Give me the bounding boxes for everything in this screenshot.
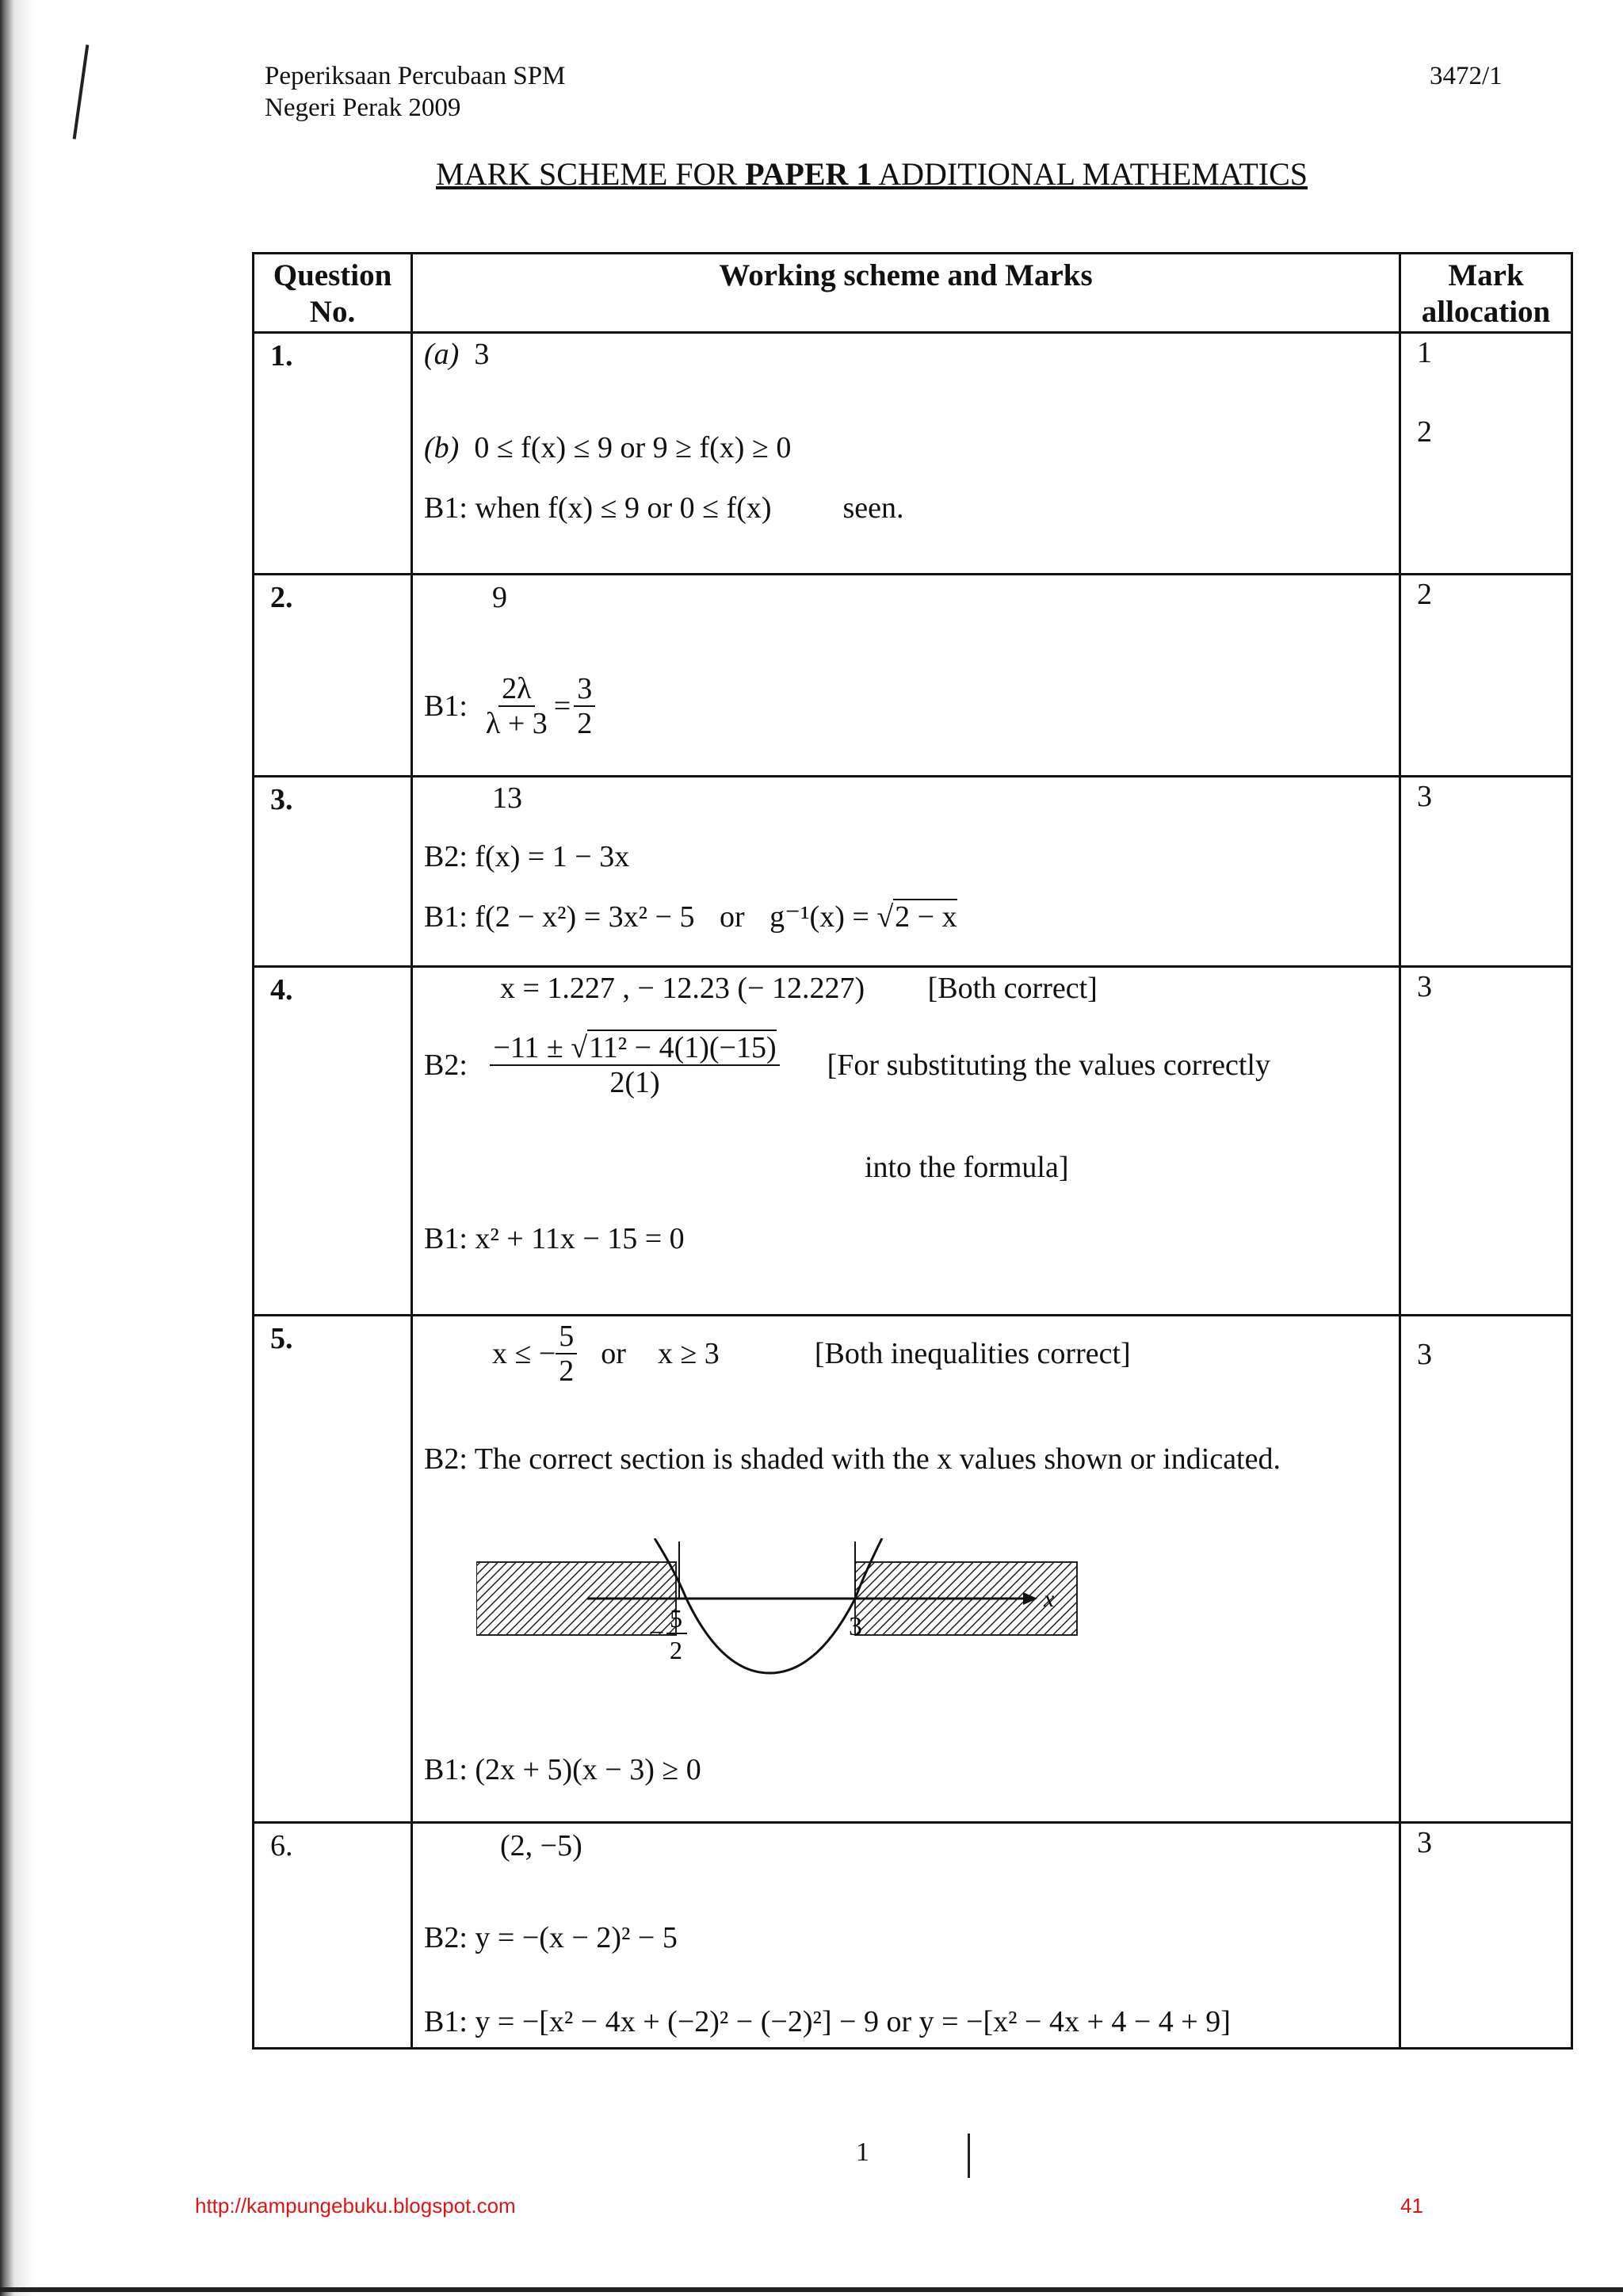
question-number: 1. [254,333,412,575]
exam-region-year: Negeri Perak 2009 [265,94,461,122]
working-cell [412,1823,1400,2049]
q1-b-label: (b) [424,431,460,464]
table-row [254,1316,1572,1823]
question-number: 6. [254,1823,412,2049]
title-prefix: MARK SCHEME FOR [436,156,746,192]
q4-b2-label: B2: [424,1049,468,1082]
q1-a-label: (a) [424,338,460,371]
header-question-line2: No. [309,295,356,329]
q5-root-right: 3 [849,1612,862,1641]
q3-b2: B2: f(x) = 1 − 3x [424,840,630,873]
q4-formula-numerator: −11 ± √11² − 4(1)(−15) [490,1031,779,1066]
q5-fraction-denominator: 2 [559,1354,575,1388]
q1-mark-b: 2 [1417,415,1432,449]
mark-cell [1400,777,1572,967]
question-number: 4. [254,967,412,1316]
q3-mark: 3 [1417,780,1432,813]
q3-b1-right: g⁻¹(x) = [769,900,869,934]
q1-b1-text: B1: when f(x) ≤ 9 or 0 ≤ f(x) [424,491,772,525]
exam-name: Peperiksaan Percubaan SPM [265,62,566,90]
q3-b1-root: 2 − x [895,900,957,934]
header-mark-allocation [1400,254,1572,333]
q5-answer-note: [Both inequalities correct] [814,1337,1131,1370]
q2-left-numerator: 2λ [498,672,534,707]
header-question-no [254,254,412,333]
q2-answer: 9 [492,581,507,614]
header-question-line1: Question [273,258,392,292]
page-number: 1 [856,2137,869,2167]
q4-numerator-root: 11² − 4(1)(−15) [589,1031,777,1064]
q1-b1 [424,491,904,525]
q5-axis-label: x [1044,1586,1055,1612]
q5-parabola [655,1538,882,1673]
page-title [436,155,1308,193]
q5-answer-right: x ≥ 3 [657,1337,720,1370]
working-cell [412,333,1400,575]
working-cell [412,777,1400,967]
q4-b2-note-line1: [For substituting the values correctly [827,1049,1270,1082]
q1-part-a [424,337,489,372]
table-row [254,967,1572,1316]
header-working-scheme [412,254,1400,333]
q5-b2: B2: The correct section is shaded with the x values shown or indicated. [424,1442,1281,1476]
q2-b1 [424,672,595,740]
question-number: 5. [254,1316,412,1823]
table-row [254,1823,1572,2049]
header-working-text: Working scheme and Marks [719,258,1093,292]
q6-answer: (2, −5) [500,1829,582,1862]
question-number: 3. [254,777,412,967]
q4-answer-note: [Both correct] [927,972,1098,1005]
pen-tick-mark [968,2134,970,2178]
q4-b2 [424,1031,1270,1099]
paper-code: 3472/1 [1430,62,1503,90]
q4-b2-note-line2: into the formula] [865,1151,1069,1184]
q5-root-left-den: 2 [670,1636,682,1664]
q5-b1: B1: (2x + 5)(x − 3) ≥ 0 [424,1753,701,1786]
table-row [254,333,1572,575]
q3-b1-or: or [719,900,745,934]
q4-answer-text: x = 1.227 , − 12.23 (− 12.227) [500,972,865,1005]
q5-answer-fraction [556,1320,577,1388]
q2-equals: = [553,690,571,723]
q4-answer [500,971,1098,1006]
q2-left-fraction [483,672,551,740]
scan-edge-shadow [0,0,35,2296]
pen-stroke-mark [73,44,90,139]
q5-answer-or: or [601,1337,626,1370]
working-cell [412,1316,1400,1823]
q5-fraction-numerator: 5 [556,1320,577,1354]
mark-cell [1400,1823,1572,2049]
q2-right-fraction [574,672,595,740]
q4-mark: 3 [1417,970,1432,1003]
header-mark-line1: Mark [1448,258,1524,292]
table-row [254,777,1572,967]
q1-b-answer: 0 ≤ f(x) ≤ 9 or 9 ≥ f(x) ≥ 0 [474,431,792,464]
q6-b2: B2: y = −(x − 2)² − 5 [424,1921,678,1954]
q1-a-answer: 3 [474,338,490,371]
q2-b1-label: B1: [424,690,468,723]
q1-b1-seen: seen. [842,491,904,525]
q5-mark: 3 [1417,1338,1432,1371]
q5-answer [492,1320,1131,1388]
q4-b1: B1: x² + 11x − 15 = 0 [424,1222,685,1255]
working-cell [412,967,1400,1316]
q2-mark: 2 [1417,578,1432,611]
mark-cell [1400,1316,1572,1823]
q2-right-denominator: 2 [577,707,593,740]
q6-mark: 3 [1417,1826,1432,1859]
q1-mark-a: 1 [1417,336,1432,369]
q3-b1-left: B1: f(2 − x²) = 3x² − 5 [424,900,695,934]
q3-b1: B1: f(2 − x²) = 3x² − 5 or g⁻¹(x) = √2 − x [424,900,957,934]
working-cell [412,575,1400,777]
mark-cell [1400,333,1572,575]
q3-answer: 13 [492,781,522,815]
q5-quadratic-sketch [476,1538,1094,1729]
q5-root-left-num: 5 [670,1604,682,1633]
q6-b1: B1: y = −[x² − 4x + (−2)² − (−2)²] − 9 or y = −[x² − 4x + 4 − 4 + 9] [424,2005,1231,2038]
q2-left-denominator: λ + 3 [485,707,548,740]
footer-page-number: 41 [1400,2194,1423,2218]
footer-link[interactable]: http://kampungebuku.blogspot.com [195,2194,516,2218]
q1-part-b [424,430,791,465]
table-row [254,575,1572,777]
q4-numerator-pre: −11 ± [493,1031,563,1064]
title-bold: PAPER 1 [745,156,873,192]
q5-answer-left: x ≤ − [492,1337,556,1370]
q4-quadratic-formula [490,1031,779,1099]
question-number: 2. [254,575,412,777]
mark-cell [1400,575,1572,777]
header-mark-line2: allocation [1421,295,1551,329]
mark-scheme-table [252,252,1573,2050]
title-suffix: ADDITIONAL MATHEMATICS [872,156,1308,192]
scan-bottom-edge [0,2287,1623,2292]
q5-root-minus: − [649,1618,665,1648]
q4-formula-denominator: 2(1) [609,1066,660,1099]
table-header-row [254,254,1572,333]
mark-cell [1400,967,1572,1316]
q2-right-numerator: 3 [574,672,595,707]
